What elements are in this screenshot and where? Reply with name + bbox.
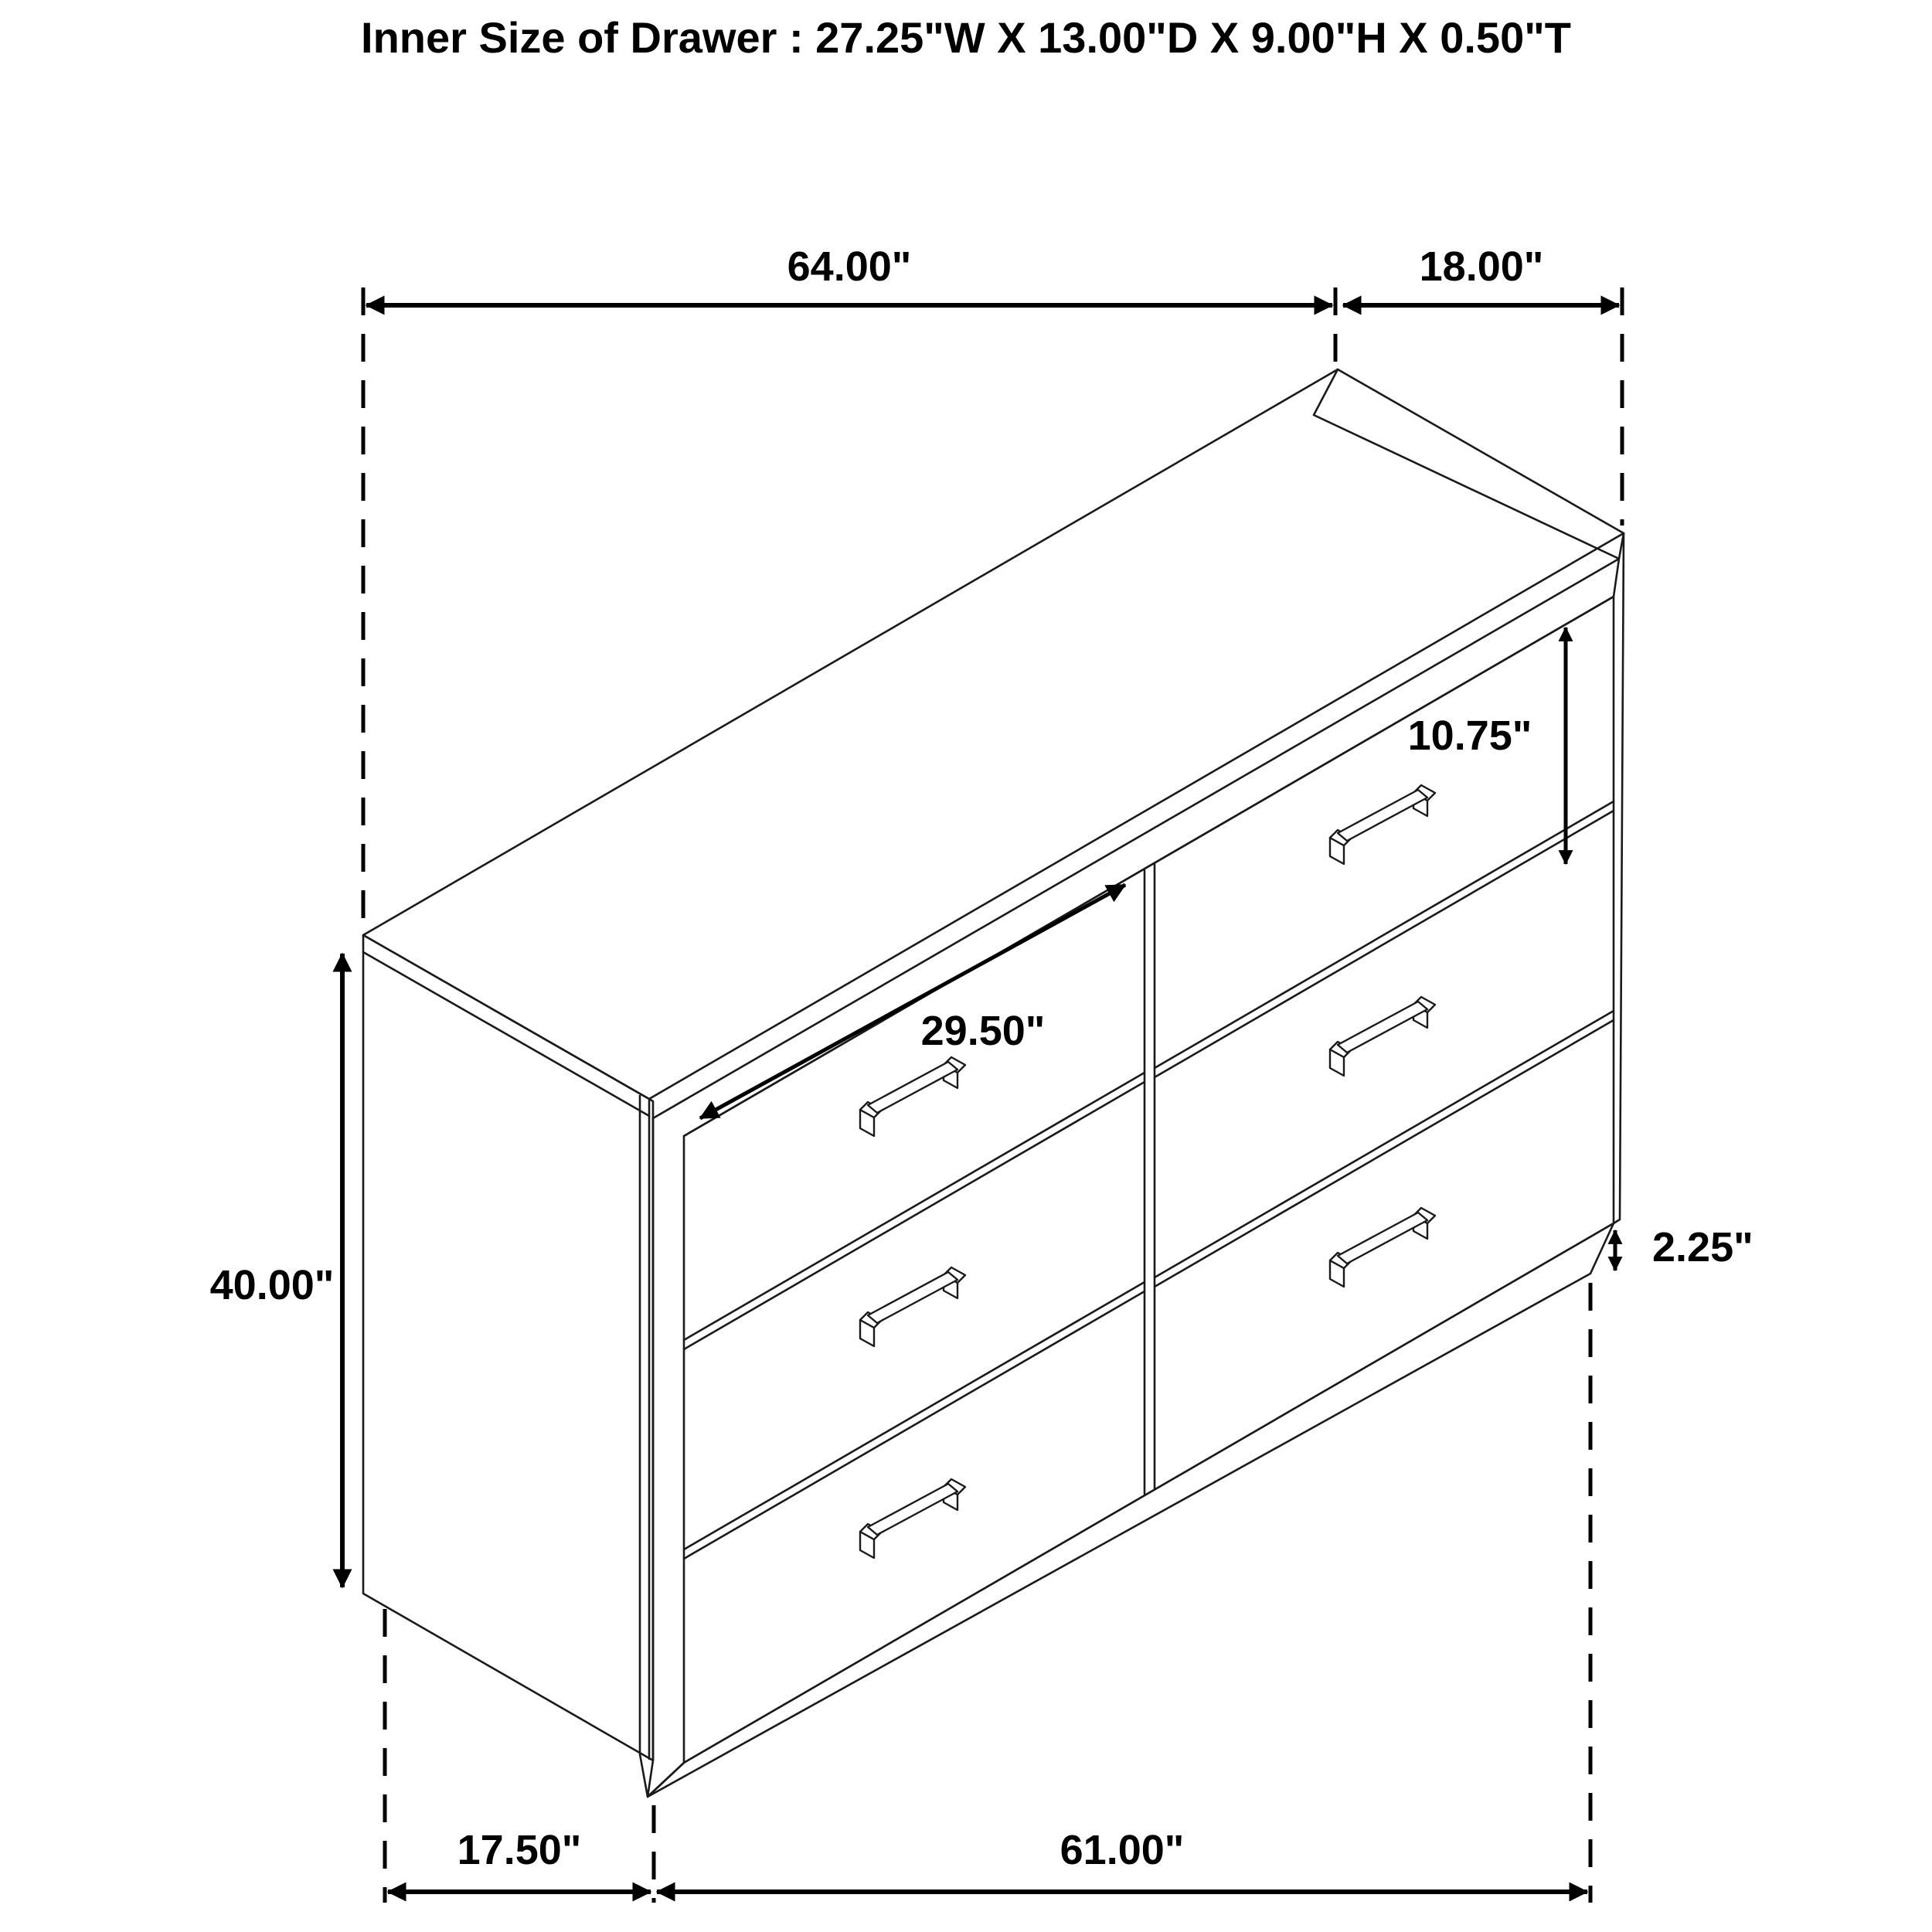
dresser-drawing: [363, 369, 1624, 1797]
dim-label-footprint-width: 61.00": [1060, 1827, 1185, 1873]
dim-label-drawer-height: 10.75": [1407, 713, 1532, 759]
dim-label-top-depth: 18.00": [1419, 243, 1544, 290]
page-title: Inner Size of Drawer : 27.25"W X 13.00"D X 9.00"H X 0.50"T: [361, 13, 1571, 62]
dim-label-base-height: 2.25": [1652, 1224, 1753, 1270]
dim-label-drawer-width: 29.50": [920, 1008, 1046, 1054]
dim-label-top-width: 64.00": [787, 243, 912, 290]
right-outer-edge: [1614, 533, 1624, 1223]
dim-label-footprint-depth: 17.50": [457, 1827, 582, 1873]
dim-label-height: 40.00": [209, 1262, 335, 1308]
